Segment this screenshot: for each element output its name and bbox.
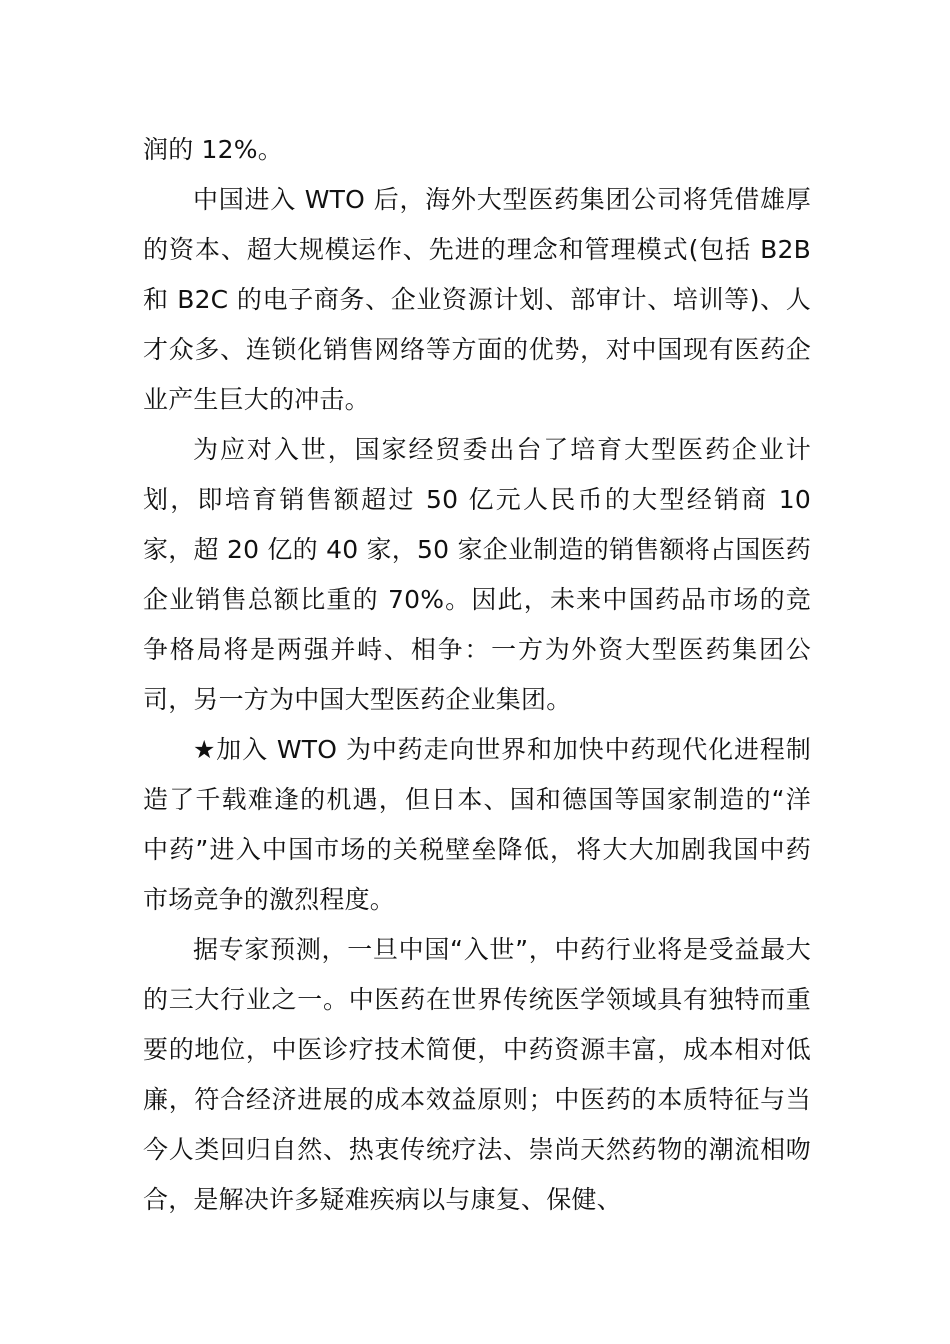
document-body [143,125,811,1225]
paragraph-tcm-opportunity: ★加入 WTO 为中药走向世界和加快中药现代化进程制造了千载难逢的机遇，但日本、国和德国等国家制造的“洋中药”进入中国市场的关税壁垒降低，将大大加剧我国中药市场竞争的激烈程度。 [143,735,811,914]
paragraph-continuation: 润的 12%。 [143,135,283,164]
paragraph-state-response: 为应对入世，国家经贸委出台了培育大型医药企业计划，即培育销售额超过 50 亿元人民币的大型经销商 10 家，超 20 亿的 40 家，50 家企业制造的销售额将占国医药企业销售总额比重的 70%。因此，未来中国药品市场的竞争格局将是两强并峙、相争：一方为外资大型医药集团公司，另一方为中国大型医药企业集团。 [143,435,811,714]
paragraph-wto-impact: 中国进入 WTO 后，海外大型医药集团公司将凭借雄厚的资本、超大规模运作、先进的理念和管理模式(包括 B2B 和 B2C 的电子商务、企业资源计划、部审计、培训等)、人才众多、连锁化销售网络等方面的优势，对中国现有医药企业产生巨大的冲击。 [143,185,811,414]
paragraph-expert-forecast: 据专家预测，一旦中国“入世”，中药行业将是受益最大的三大行业之一。中医药在世界传统医学领域具有独特而重要的地位，中医诊疗技术简便，中药资源丰富，成本相对低廉，符合经济进展的成本效益原则；中医药的本质特征与当今人类回归自然、热衷传统疗法、崇尚天然药物的潮流相吻合，是解决许多疑难疾病以与康复、保健、 [143,935,811,1214]
